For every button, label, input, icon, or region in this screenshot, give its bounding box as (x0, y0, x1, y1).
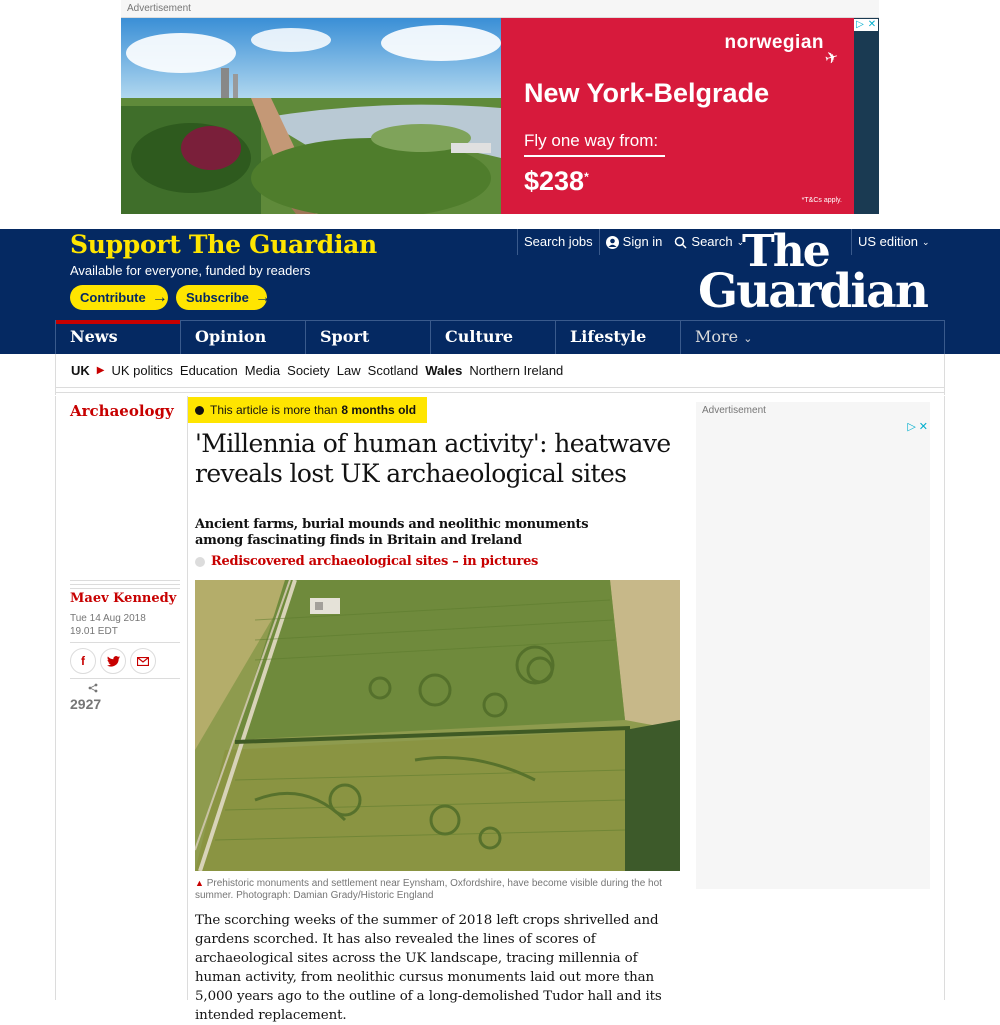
twitter-share-icon[interactable] (100, 648, 126, 674)
ad-photo (121, 18, 501, 214)
logo-the: The (742, 226, 829, 277)
age-prefix: This article is more than (210, 403, 338, 417)
ad-route: New York-Belgrade (524, 78, 770, 108)
subnav-item-wales[interactable]: Wales (425, 363, 463, 378)
top-ad-banner[interactable] (121, 18, 879, 214)
chevron-down-icon: ⌄ (743, 332, 753, 345)
pillar-more[interactable] (681, 321, 944, 354)
search-jobs-label: Search jobs (524, 234, 593, 249)
publish-date (70, 612, 146, 638)
subnav-item-media[interactable]: Media (244, 363, 281, 378)
pillar-lifestyle[interactable]: Lifestyle (556, 321, 681, 354)
caption-text: Prehistoric monuments and settlement near Eynsham, Oxfordshire, have become visible during the hot summer. Photograph: Damian Grady/Historic England (195, 878, 662, 901)
clock-icon (195, 406, 204, 415)
triangle-up-icon: ▲ (195, 878, 204, 888)
ad-price: $238* (524, 166, 589, 196)
article-headline: 'Millennia of human activity': heatwave reveals lost UK archaeological sites (195, 429, 671, 488)
camera-icon (195, 557, 205, 567)
divider (70, 580, 180, 588)
section-label[interactable]: Archaeology (70, 402, 174, 420)
divider (55, 387, 945, 395)
subnav-item-society[interactable]: Society (287, 363, 330, 378)
pillar-news[interactable]: News (56, 321, 181, 354)
guardian-logo[interactable] (698, 226, 927, 319)
adchoices-icon[interactable]: ▷ (856, 19, 864, 30)
share-count: 2927 (70, 696, 102, 712)
close-icon[interactable]: ✕ (867, 19, 877, 30)
date-line: Tue 14 Aug 2018 (70, 613, 146, 624)
ad-brand-logo: norwegian (724, 32, 824, 53)
gallery-link-label: Rediscovered archaeological sites – in pictures (211, 554, 539, 569)
arrow-right-icon: → (254, 289, 271, 306)
ad-offer-panel (501, 18, 854, 214)
ad-fly-text: Fly one way from: (524, 131, 665, 157)
plane-icon: ✈ (822, 48, 841, 69)
contribute-label: Contribute (80, 290, 146, 305)
search-label: Search (691, 234, 733, 249)
pillar-more-label: More (695, 327, 739, 346)
subscribe-button[interactable] (176, 285, 271, 310)
edition-label: US edition (858, 234, 918, 249)
logo-guardian: Guardian (698, 264, 927, 319)
right-ad-label: Advertisement (702, 405, 766, 416)
chevron-down-icon: ⌄ (921, 237, 930, 247)
pillar-opinion[interactable]: Opinion (181, 321, 306, 354)
sign-in-link[interactable] (599, 229, 669, 255)
right-ad-slot[interactable] (696, 402, 930, 889)
search-icon (674, 236, 687, 249)
ad-edge-panel (854, 18, 879, 214)
age-value: 8 months old (341, 403, 417, 417)
subnav-item-northern-ireland[interactable]: Northern Ireland (469, 363, 564, 378)
top-ad-container (0, 0, 1000, 229)
time-line: 19.01 EDT (70, 626, 118, 637)
ad-choices[interactable] (854, 19, 878, 31)
pillar-sport[interactable]: Sport (306, 321, 431, 354)
search-jobs-link[interactable] (517, 229, 599, 255)
support-title: Support The Guardian (70, 230, 377, 259)
support-subtitle: Available for everyone, funded by readers (70, 263, 311, 278)
sign-in-label: Sign in (622, 234, 663, 249)
article-body-paragraph: The scorching weeks of the summer of 2018 left crops shrivelled and gardens scorched. It has also revealed the lines of scores of archaeological sites across the UK landscape, tracing millennia of human activity, from neolithic cursus monuments laid out more than 5,000 years ago to the outline of a long-demolished Tudor hall and its intended replacement. (195, 913, 662, 1023)
subnav-item-education[interactable]: Education (179, 363, 238, 378)
subnav-current[interactable]: UK (71, 363, 90, 378)
divider (70, 642, 180, 643)
image-caption (195, 877, 685, 902)
pillar-nav (55, 320, 945, 354)
subnav-item-scotland[interactable]: Scotland (367, 363, 419, 378)
top-ad-label: Advertisement (121, 0, 879, 18)
email-share-icon[interactable] (130, 648, 156, 674)
subnav-item-uk-politics[interactable]: UK politics (111, 363, 173, 378)
article-age-banner (188, 397, 427, 423)
arrow-right-icon: → (151, 289, 168, 306)
author-link[interactable]: Maev Kennedy (70, 591, 177, 606)
divider (187, 396, 188, 1000)
ad-terms: *T&Cs apply. (801, 197, 842, 204)
gallery-link[interactable] (195, 554, 538, 569)
pillar-culture[interactable]: Culture (431, 321, 556, 354)
facebook-share-icon[interactable]: f (70, 648, 96, 674)
adchoices-icon[interactable]: ▷ (907, 421, 916, 433)
hero-image[interactable] (195, 580, 680, 871)
contribute-button[interactable] (70, 285, 168, 310)
article-standfirst: Ancient farms, burial mounds and neolithic monuments among fascinating finds in Britain and Ireland (195, 517, 589, 548)
triangle-right-icon: ▶ (96, 365, 105, 376)
sub-nav (55, 354, 945, 387)
user-icon (606, 236, 619, 249)
share-buttons (70, 648, 156, 674)
share-icon (88, 683, 98, 696)
right-ad-choices[interactable] (907, 420, 928, 433)
subnav-item-law[interactable]: Law (336, 363, 361, 378)
close-icon[interactable]: ✕ (918, 421, 928, 433)
chevron-down-icon: ⌄ (736, 237, 745, 247)
divider (70, 678, 180, 679)
subscribe-label: Subscribe (186, 290, 249, 305)
